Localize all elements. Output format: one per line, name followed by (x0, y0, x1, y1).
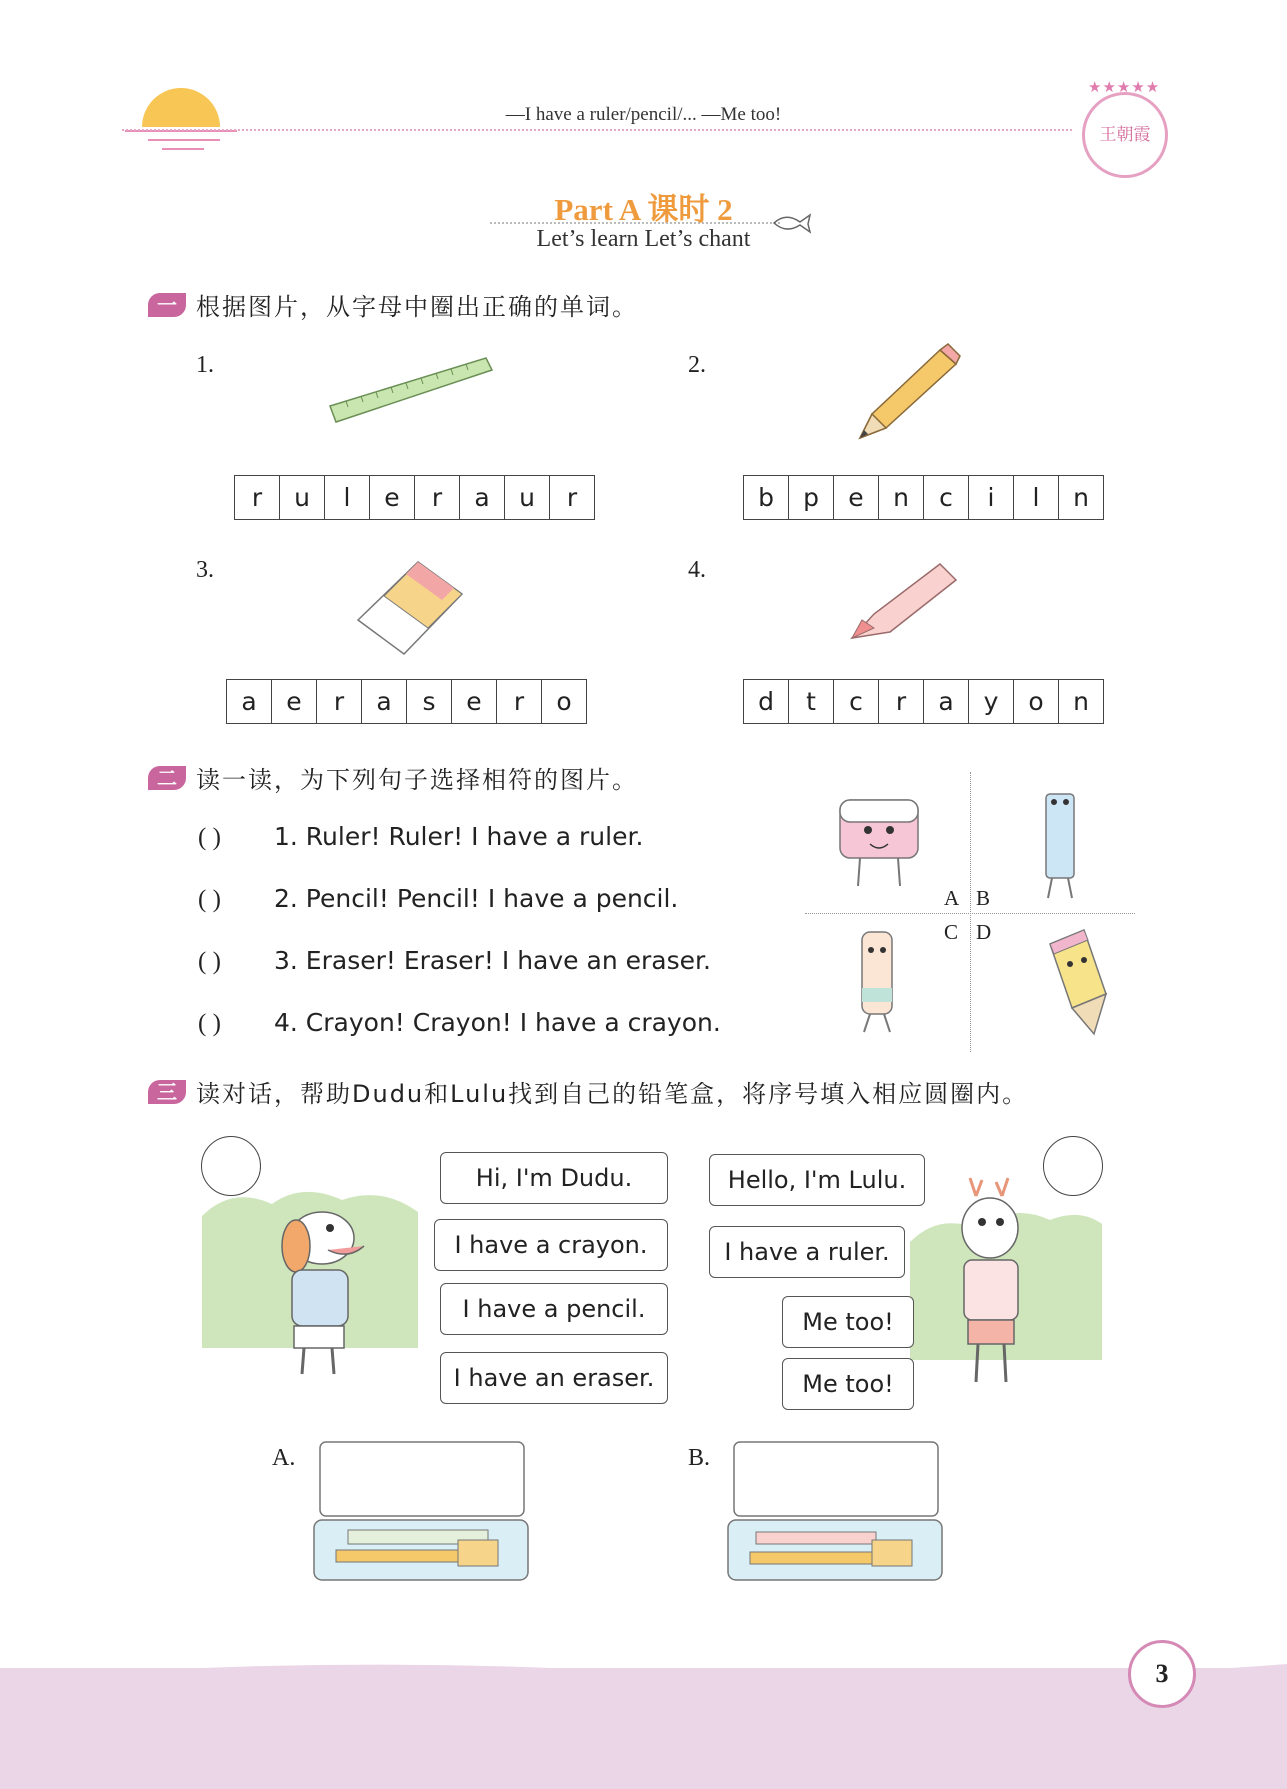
section-instruction: 读对话，帮助Dudu和Lulu找到自己的铅笔盒，将序号填入相应圆圈内。 (196, 1080, 1029, 1108)
section-1-heading (148, 287, 638, 322)
answer-circle-lulu[interactable] (1043, 1136, 1103, 1196)
title-divider (490, 222, 780, 224)
answer-blank[interactable]: ( ) (198, 948, 221, 975)
letter-cell[interactable]: y (969, 680, 1014, 723)
sentence-text: 1. Ruler! Ruler! I have a ruler. (274, 822, 644, 851)
letter-cell[interactable]: n (879, 476, 924, 519)
item-number: 2. (688, 352, 706, 378)
box-label-a: A. (272, 1445, 296, 1471)
lulu-deer-icon (936, 1176, 1046, 1392)
letter-cell[interactable]: u (505, 476, 550, 519)
dudu-bubble-3: I have a pencil. (440, 1283, 668, 1335)
part-subtitle: Let’s learn Let’s chant (536, 226, 751, 252)
sentence-text: 4. Crayon! Crayon! I have a crayon. (274, 1008, 721, 1037)
footer-wave (0, 1650, 1287, 1690)
letter-cell[interactable]: a (924, 680, 969, 723)
dudu-bubble-2: I have a crayon. (434, 1219, 668, 1271)
section-badge: 二 (148, 766, 186, 790)
letter-cell[interactable]: e (370, 476, 415, 519)
letter-grid-1 (234, 475, 595, 520)
picture-label-a: A (944, 886, 960, 910)
eraser-character-icon (830, 782, 930, 894)
letter-grid-2 (743, 475, 1104, 520)
lulu-bubble-1: Hello, I'm Lulu. (709, 1154, 925, 1206)
page-number: 3 (1128, 1640, 1196, 1708)
letter-cell[interactable]: r (235, 476, 280, 519)
dudu-bubble-4: I have an eraser. (440, 1352, 668, 1404)
letter-grid-4 (743, 679, 1104, 724)
letter-cell[interactable]: u (280, 476, 325, 519)
letter-cell[interactable]: b (744, 476, 789, 519)
logo-stars: ★★★★★ (1088, 78, 1161, 96)
part-title: Part A 课时 2 (554, 192, 733, 227)
pencil-character-icon (1026, 924, 1116, 1040)
picture-label-c: C (944, 920, 959, 944)
lulu-bubble-4: Me too! (782, 1358, 914, 1410)
letter-cell[interactable]: r (566, 483, 578, 512)
section-3-heading (148, 1074, 1028, 1109)
eraser-icon (354, 554, 466, 658)
crayon-icon (848, 558, 960, 644)
letter-cell[interactable]: r (415, 476, 460, 519)
letter-cell[interactable]: d (744, 680, 789, 723)
lulu-bubble-2: I have a ruler. (709, 1226, 905, 1278)
letter-cell[interactable]: i (969, 476, 1014, 519)
item-number: 4. (688, 557, 706, 583)
pencil-box-b[interactable] (726, 1440, 946, 1582)
box-label-b: B. (688, 1445, 711, 1471)
letter-grid-3 (226, 679, 587, 724)
section-badge: 三 (148, 1080, 186, 1104)
section-instruction: 根据图片，从字母中圈出正确的单词。 (196, 293, 638, 321)
answer-blank[interactable]: ( ) (198, 824, 221, 851)
letter-cell[interactable]: c (924, 476, 969, 519)
answer-blank[interactable]: ( ) (198, 886, 221, 913)
item-number: 1. (196, 352, 214, 378)
letter-cell[interactable]: a (362, 680, 407, 723)
sentence-row (198, 1008, 721, 1038)
section-badge: 一 (148, 293, 186, 317)
dudu-bubble-1: Hi, I'm Dudu. (440, 1152, 668, 1204)
letter-cell[interactable]: t (789, 680, 834, 723)
crayon-character-icon (844, 928, 914, 1038)
letter-cell[interactable]: o (1014, 680, 1059, 723)
sentence-row (198, 822, 643, 852)
letter-cell[interactable]: e (272, 680, 317, 723)
dudu-dog-icon (268, 1198, 398, 1380)
sentence-row (198, 946, 711, 976)
header-divider (122, 129, 1072, 131)
item-number: 3. (196, 557, 214, 583)
letter-cell[interactable]: r (879, 680, 924, 723)
picture-label-b: B (976, 886, 991, 910)
letter-cell[interactable]: e (452, 680, 497, 723)
pencil-icon (852, 342, 962, 442)
letter-cell[interactable]: o (556, 687, 572, 716)
sentence-text: 3. Eraser! Eraser! I have an eraser. (274, 946, 711, 975)
letter-cell[interactable]: a (460, 476, 505, 519)
letter-cell[interactable]: n (1073, 687, 1089, 716)
answer-circle-dudu[interactable] (201, 1136, 261, 1196)
letter-cell[interactable]: l (325, 476, 370, 519)
pencil-box-a[interactable] (312, 1440, 532, 1582)
lulu-bubble-3: Me too! (782, 1296, 914, 1348)
section-2-heading (148, 760, 638, 795)
letter-cell[interactable]: l (1014, 476, 1059, 519)
sun-stripe (148, 139, 220, 141)
grid-divider-horizontal (805, 913, 1135, 914)
grid-divider-vertical (970, 772, 971, 1052)
letter-cell[interactable]: e (834, 476, 879, 519)
sun-stripe (162, 148, 204, 150)
header-title: —I have a ruler/pencil/... —Me too! (505, 104, 782, 125)
ruler-icon (326, 350, 496, 430)
sentence-text: 2. Pencil! Pencil! I have a pencil. (274, 884, 679, 913)
letter-cell[interactable]: p (789, 476, 834, 519)
letter-cell[interactable]: c (834, 680, 879, 723)
letter-cell[interactable]: s (407, 680, 452, 723)
answer-blank[interactable]: ( ) (198, 1010, 221, 1037)
letter-cell[interactable]: a (227, 680, 272, 723)
ruler-character-icon (1020, 778, 1100, 902)
sentence-row (198, 884, 678, 914)
letter-cell[interactable]: r (317, 680, 362, 723)
picture-label-d: D (976, 920, 992, 944)
section-instruction: 读一读，为下列句子选择相符的图片。 (196, 766, 638, 794)
letter-cell[interactable]: r (497, 680, 542, 723)
letter-cell[interactable]: n (1073, 483, 1089, 512)
publisher-logo: 王朝霞 (1082, 92, 1168, 178)
